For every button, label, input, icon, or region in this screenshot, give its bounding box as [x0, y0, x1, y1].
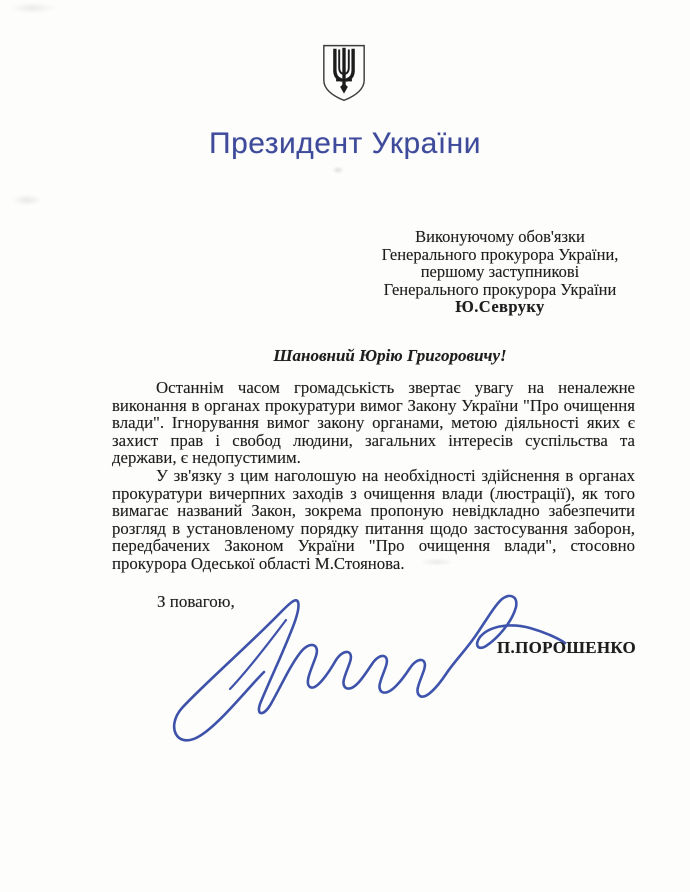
paragraph: У зв'язку з цим наголошую на необхідності здійснення в органах прокуратури вичерпних заходів з очищення влади (люстрації), як того вимагає названий Закон, зокрема пропоную невідкладно забезпечити розгляд в установленому порядку питання щодо застосування заборон, передбачених Законом України "Про очищення влади", стосовно прокурора Одеської області М.Стоянова. [112, 465, 635, 573]
scan-smudge [10, 2, 56, 14]
addressee-line: Генерального прокурора України [383, 279, 617, 299]
addressee-line: першому заступникові [420, 262, 580, 282]
addressee-line: Виконуючому обов'язки [415, 227, 585, 246]
salutation: Шановний Юрію Григоровичу! [273, 346, 507, 365]
signature-autograph-icon [168, 586, 576, 752]
scan-smudge [332, 166, 344, 174]
tryzub-spear-point [340, 83, 348, 94]
letterhead-title: Президент України [209, 127, 481, 160]
addressee-name: Ю.Севруку [455, 297, 545, 317]
signer-name: П.ПОРОШЕНКО [497, 638, 637, 657]
scan-smudge [12, 194, 42, 206]
coat-of-arms-tryzub-icon [320, 42, 368, 104]
paragraph: Останнім часом громадськість звертає увагу на неналежне виконання в органах прокуратури вимог Закону України "Про очищення влади". Ігнорування вимог закону органами, метою діяльності яких є захист прав і свобод людини, загальних інтересів суспільства та держави, є недопустимим. [112, 378, 635, 468]
addressee-block [378, 228, 622, 316]
addressee-line: Генерального прокурора України, [381, 244, 619, 264]
letter-body [112, 379, 635, 573]
closing-phrase: З повагою, [157, 592, 235, 611]
